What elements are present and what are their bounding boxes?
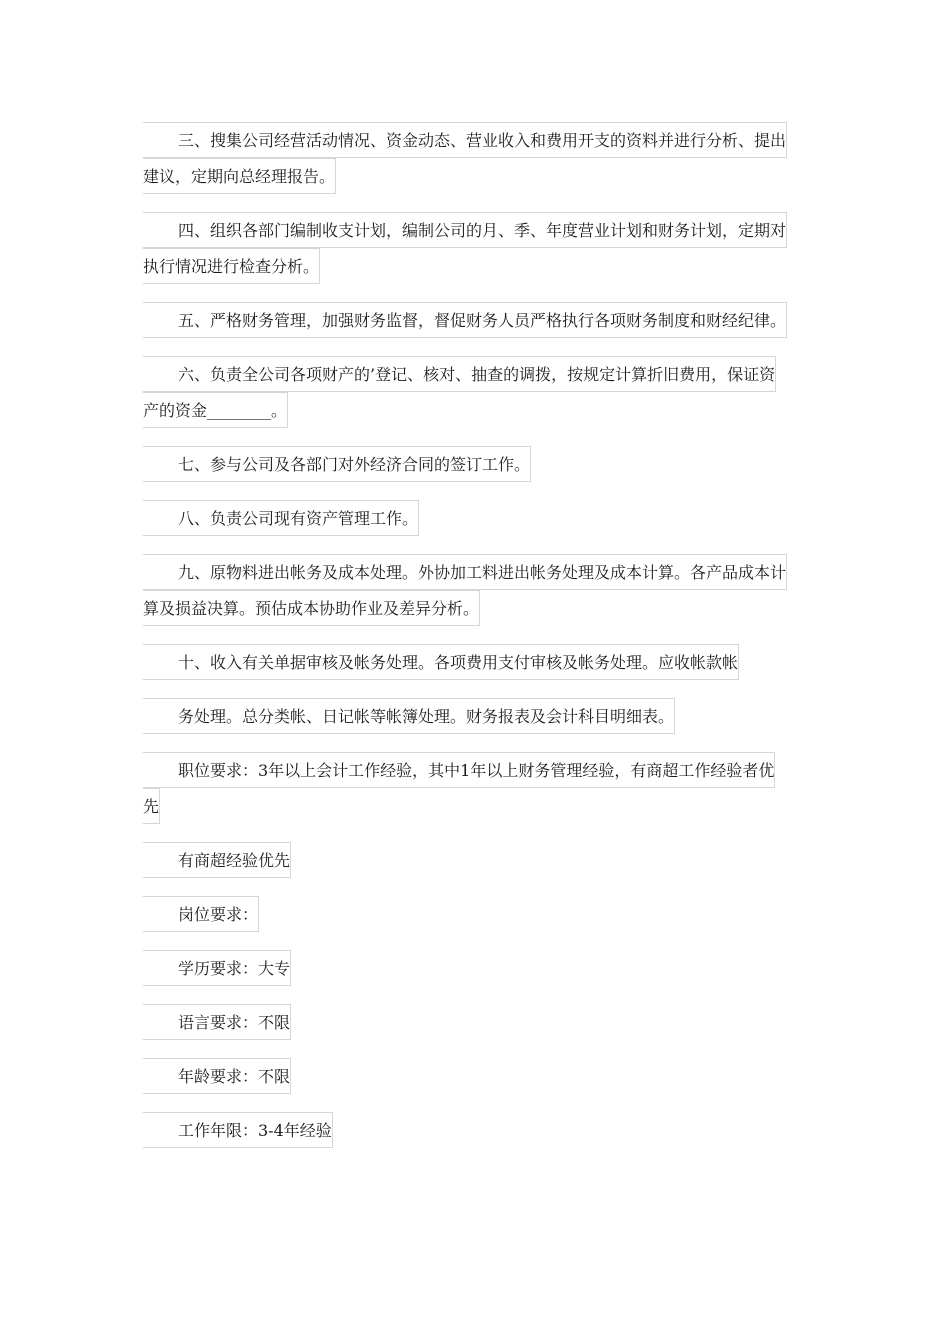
text-line [143,1112,333,1148]
text-line-content: 四、组织各部门编制收支计划，编制公司的月、季、年度营业计划和财务计划，定期对 [143,212,787,248]
text-line-content: 学历要求：大专 [143,950,291,986]
text-line [143,950,291,986]
text-line-content: 八、负责公司现有资产管理工作。 [143,500,419,536]
text-line [143,212,787,248]
paragraph-8 [143,500,419,536]
paragraph-work-years [143,1112,333,1148]
text-line [143,788,775,824]
paragraph-3 [143,122,787,194]
paragraph-job-requirements [143,752,775,824]
paragraph-position-requirements [143,896,259,932]
text-line [143,248,787,284]
text-line [143,302,787,338]
text-line-content: 务处理。总分类帐、日记帐等帐簿处理。财务报表及会计科目明细表。 [143,698,675,734]
text-line-content: 产的资金________。 [143,392,288,428]
text-line-content: 五、严格财务管理，加强财务监督，督促财务人员严格执行各项财务制度和财经纪律。 [143,302,787,338]
paragraph-9 [143,554,787,626]
paragraph-10-continued [143,698,675,734]
text-line-content: 算及损益决算。预估成本协助作业及差异分析。 [143,590,480,626]
text-line [143,122,787,158]
paragraph-4 [143,212,787,284]
text-line-content: 六、负责全公司各项财产的’登记、核对、抽查的调拨，按规定计算折旧费用，保证资 [143,356,776,392]
text-line [143,1004,291,1040]
text-line-content: 建议，定期向总经理报告。 [143,158,336,194]
text-line-content: 岗位要求： [143,896,259,932]
text-line [143,392,776,428]
text-line-content: 年龄要求：不限 [143,1058,291,1094]
text-line-content: 工作年限：3-4年经验 [143,1112,333,1148]
text-line [143,698,675,734]
text-line [143,590,787,626]
text-line [143,644,739,680]
text-line-content: 语言要求：不限 [143,1004,291,1040]
paragraph-5 [143,302,787,338]
paragraph-preference [143,842,291,878]
text-line-content: 七、参与公司及各部门对外经济合同的签订工作。 [143,446,531,482]
text-line-content: 先 [143,788,160,824]
text-line-content: 有商超经验优先 [143,842,291,878]
text-line [143,554,787,590]
paragraph-7 [143,446,531,482]
paragraph-education [143,950,291,986]
paragraph-language [143,1004,291,1040]
text-line [143,500,419,536]
text-line-content: 职位要求：3年以上会计工作经验，其中1年以上财务管理经验，有商超工作经验者优 [143,752,775,788]
paragraph-6 [143,356,776,428]
text-line [143,896,259,932]
text-line-content: 三、搜集公司经营活动情况、资金动态、营业收入和费用开支的资料并进行分析、提出 [143,122,787,158]
text-line-content: 九、原物料进出帐务及成本处理。外协加工料进出帐务处理及成本计算。各产品成本计 [143,554,787,590]
text-line [143,356,776,392]
paragraph-10 [143,644,739,680]
text-line-content: 执行情况进行检查分析。 [143,248,320,284]
text-line [143,158,787,194]
text-line [143,842,291,878]
text-line [143,446,531,482]
text-line-content: 十、收入有关单据审核及帐务处理。各项费用支付审核及帐务处理。应收帐款帐 [143,644,739,680]
paragraph-age [143,1058,291,1094]
text-line [143,1058,291,1094]
text-line [143,752,775,788]
